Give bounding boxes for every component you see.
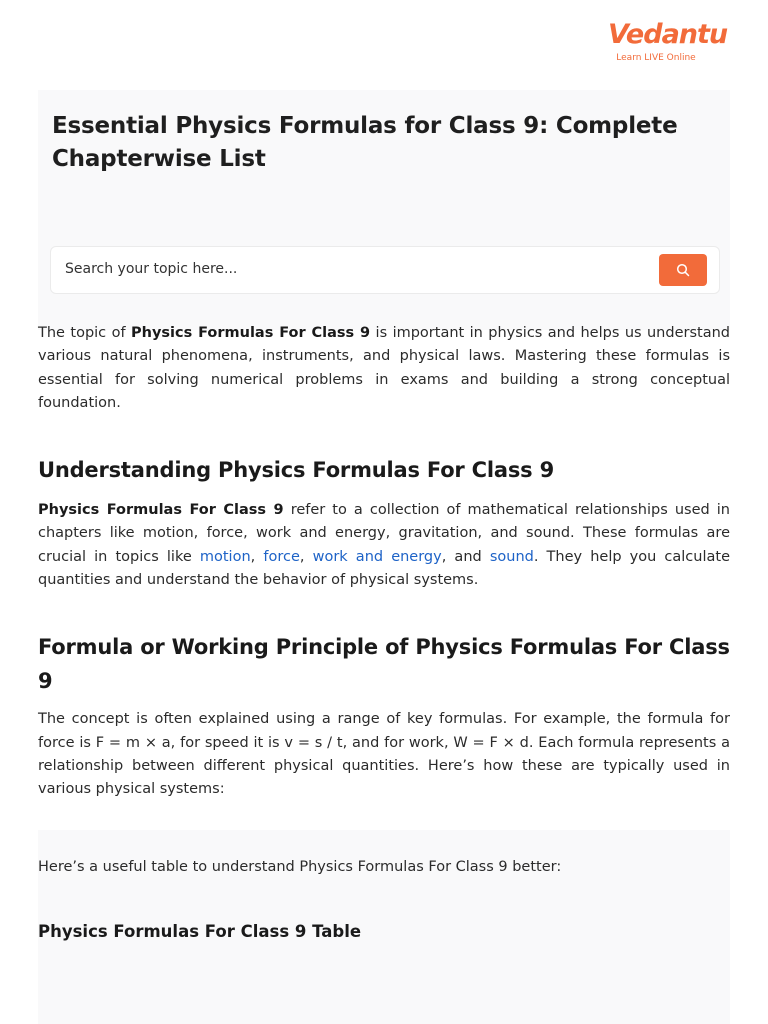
intro-text-pre: The topic of bbox=[38, 325, 131, 341]
logo-wordmark: Vedantu bbox=[608, 19, 728, 50]
understanding-bold-term: Physics Formulas For Class 9 bbox=[38, 502, 284, 519]
understanding-paragraph bbox=[38, 499, 730, 592]
search-icon bbox=[676, 263, 690, 277]
separator: , and bbox=[441, 548, 490, 565]
search-bar bbox=[50, 246, 720, 294]
separator: , bbox=[250, 548, 264, 565]
logo-tagline: Learn LIVE Online bbox=[616, 53, 696, 63]
separator: , bbox=[299, 548, 313, 565]
page-title: Essential Physics Formulas for Class 9: Complete Chapterwise List bbox=[52, 113, 678, 172]
understanding-text-1: refer to a collection of mathematical relationships used in chapters like motion, force, work and energy, gravitation, and sound. These formulas are crucial in topics like bbox=[38, 502, 730, 565]
article-body bbox=[38, 322, 730, 944]
link-force[interactable]: force bbox=[263, 548, 300, 565]
intro-paragraph bbox=[38, 322, 730, 415]
link-sound[interactable]: sound bbox=[489, 548, 534, 565]
table-intro-paragraph: Here’s a useful table to understand Physics Formulas For Class 9 better: bbox=[38, 858, 562, 875]
table-heading: Physics Formulas For Class 9 Table bbox=[38, 921, 362, 941]
search-input[interactable] bbox=[65, 255, 625, 283]
section-heading-formula: Formula or Working Principle of Physics Formulas For Class 9 bbox=[38, 635, 730, 694]
understanding-text-2: . They help you calculate quantities and understand the behavior of physical systems. bbox=[38, 548, 730, 589]
intro-bold-term: Physics Formulas For Class 9 bbox=[131, 325, 371, 341]
hero-section bbox=[38, 90, 730, 330]
vedantu-logo[interactable] bbox=[608, 19, 728, 64]
search-button[interactable] bbox=[659, 254, 707, 286]
site-header bbox=[0, 0, 768, 90]
formula-paragraph: The concept is often explained using a range of key formulas. For example, the formula for force is F = m × a, for speed it is v = s / t, and for work, W = F × d. Each formula represents a relationship between different physical quantities. Here’s how these are typically used in various physical systems: bbox=[38, 711, 730, 798]
intro-text-post: is important in physics and helps us understand various natural phenomena, instruments, and physical laws. Mastering these formulas is essential for solving numerical problems in exams and building a strong conceptual foundation. bbox=[38, 325, 730, 411]
link-work-and-energy[interactable]: work and energy bbox=[312, 548, 442, 565]
section-heading-understanding: Understanding Physics Formulas For Class 9 bbox=[38, 458, 554, 483]
link-motion[interactable]: motion bbox=[199, 548, 251, 565]
